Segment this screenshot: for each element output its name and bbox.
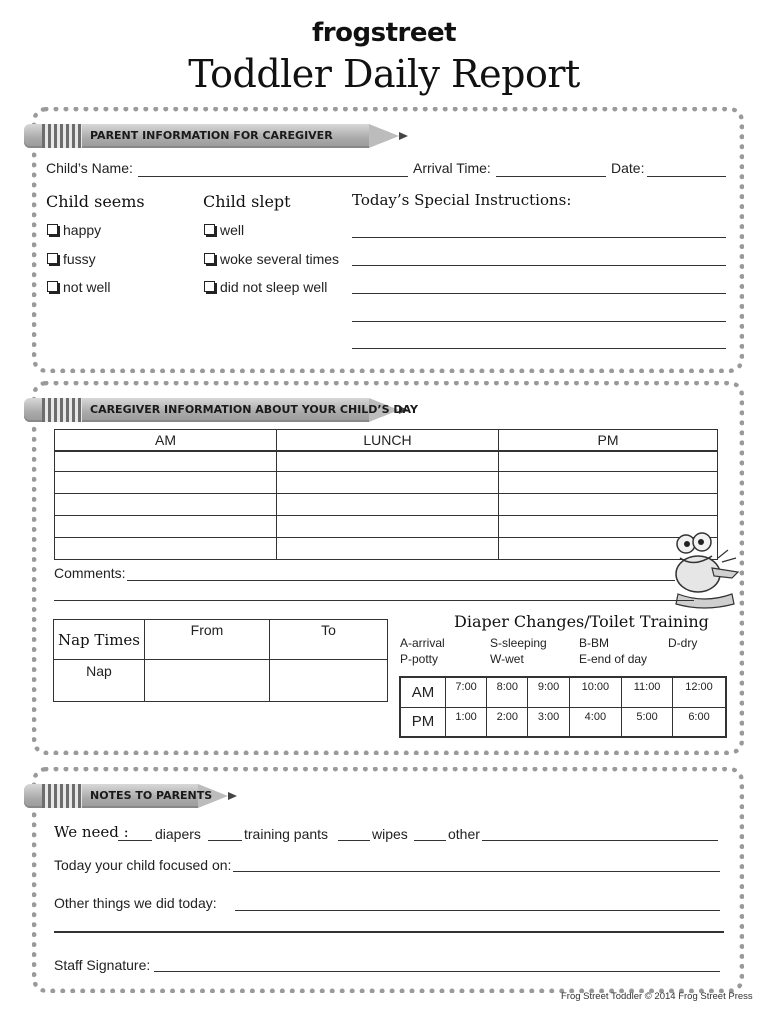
meal-cell[interactable]	[55, 451, 277, 472]
checkbox-icon[interactable]	[204, 224, 215, 235]
comments-label: Comments:	[54, 565, 126, 581]
nap-times-table	[53, 619, 388, 702]
diaper-time-cell[interactable]: 8:00	[487, 677, 528, 707]
special-instructions-line[interactable]	[352, 348, 726, 349]
meal-cell[interactable]	[277, 472, 499, 494]
special-instructions-line[interactable]	[352, 237, 726, 238]
checkbox-icon[interactable]	[47, 253, 58, 264]
arrival-time-label: Arrival Time:	[413, 160, 491, 176]
option-label: fussy	[63, 251, 96, 267]
parent-section-header	[24, 124, 409, 148]
diaper-time-cell[interactable]: 6:00	[673, 707, 726, 737]
need-item: wipes	[372, 826, 408, 842]
nap-from-header: From	[145, 620, 270, 660]
nap-from-cell[interactable]	[145, 660, 270, 702]
legend-item: D-dry	[668, 636, 698, 650]
legend-item: E-end of day	[579, 652, 648, 666]
meal-cell[interactable]	[55, 494, 277, 516]
nap-times-heading: Nap Times	[54, 620, 145, 660]
diaper-time-cell[interactable]: 3:00	[528, 707, 569, 737]
diapers-blank[interactable]	[118, 840, 152, 841]
child-slept-option[interactable]	[204, 222, 244, 238]
special-instructions-heading: Today’s Special Instructions:	[352, 191, 572, 209]
diaper-time-cell[interactable]: 7:00	[446, 677, 487, 707]
diaper-time-cell[interactable]: 12:00	[673, 677, 726, 707]
legend-item: B-BM	[579, 636, 609, 650]
diaper-table	[399, 676, 727, 738]
diaper-time-cell[interactable]: 11:00	[622, 677, 673, 707]
comments-field[interactable]	[127, 580, 675, 581]
other-blank[interactable]	[414, 840, 446, 841]
child-seems-option[interactable]	[47, 279, 110, 295]
caregiver-section-title: CAREGIVER INFORMATION ABOUT YOUR CHILD’S DAY	[90, 403, 418, 416]
focused-on-label: Today your child focused on:	[54, 857, 232, 873]
meal-cell[interactable]	[55, 538, 277, 560]
meal-cell[interactable]	[499, 472, 718, 494]
diaper-time-cell[interactable]: 4:00	[569, 707, 621, 737]
childs-name-field[interactable]	[138, 176, 408, 177]
training-pants-blank[interactable]	[208, 840, 242, 841]
checkbox-icon[interactable]	[204, 253, 215, 264]
diaper-time-cell[interactable]: 1:00	[446, 707, 487, 737]
option-label: well	[220, 222, 245, 238]
need-item: diapers	[155, 826, 201, 842]
nap-to-cell[interactable]	[270, 660, 388, 702]
date-field[interactable]	[647, 176, 726, 177]
diaper-row-label: AM	[400, 677, 446, 707]
caregiver-section-header	[24, 398, 418, 422]
wipes-blank[interactable]	[338, 840, 370, 841]
meals-table	[54, 429, 718, 560]
page-title: Toddler Daily Report	[188, 52, 580, 96]
frog-illustration	[668, 528, 746, 614]
legend-item: P-potty	[400, 652, 439, 666]
option-label: happy	[63, 222, 102, 238]
date-label: Date:	[611, 160, 645, 176]
child-slept-option[interactable]	[204, 251, 339, 267]
legend-item: S-sleeping	[490, 636, 547, 650]
meal-column-header: AM	[55, 430, 277, 451]
footer-copyright: Frog Street Toddler © 2014 Frog Street Press	[561, 991, 753, 1002]
comments-line[interactable]	[54, 600, 694, 601]
diaper-row-label: PM	[400, 707, 446, 737]
diaper-time-cell[interactable]: 2:00	[487, 707, 528, 737]
child-slept-option[interactable]	[204, 279, 327, 295]
meal-cell[interactable]	[277, 538, 499, 560]
child-seems-option[interactable]	[47, 222, 101, 238]
option-label: woke several times	[220, 251, 340, 267]
focused-on-field[interactable]	[233, 871, 720, 872]
checkbox-icon[interactable]	[47, 281, 58, 292]
staff-signature-field[interactable]	[154, 971, 720, 972]
parent-section-title: PARENT INFORMATION FOR CAREGIVER	[90, 129, 333, 142]
diaper-time-cell[interactable]: 5:00	[622, 707, 673, 737]
meal-cell[interactable]	[277, 494, 499, 516]
other-things-field[interactable]	[235, 910, 720, 911]
meal-cell[interactable]	[499, 451, 718, 472]
diaper-time-cell[interactable]: 9:00	[528, 677, 569, 707]
diaper-time-cell[interactable]: 10:00	[569, 677, 621, 707]
meal-column-header: PM	[499, 430, 718, 451]
special-instructions-line[interactable]	[352, 293, 726, 294]
diaper-heading: Diaper Changes/Toilet Training	[454, 612, 709, 631]
nap-row-label: Nap	[54, 660, 145, 702]
staff-signature-label: Staff Signature:	[54, 957, 151, 973]
special-instructions-line[interactable]	[352, 265, 726, 266]
notes-section-title: NOTES TO PARENTS	[90, 789, 213, 802]
option-label: did not sleep well	[220, 279, 328, 295]
child-slept-heading: Child slept	[203, 192, 291, 211]
notes-section-header	[24, 784, 238, 808]
arrival-time-field[interactable]	[496, 176, 606, 177]
meal-cell[interactable]	[277, 516, 499, 538]
other-things-line[interactable]	[54, 931, 724, 933]
meal-cell[interactable]	[55, 516, 277, 538]
legend-item: A-arrival	[400, 636, 445, 650]
option-label: not well	[63, 279, 111, 295]
legend-item: W-wet	[490, 652, 524, 666]
other-things-label: Other things we did today:	[54, 895, 217, 911]
we-need-label: We need :	[54, 823, 129, 841]
child-seems-option[interactable]	[47, 251, 96, 267]
meal-column-header: LUNCH	[277, 430, 499, 451]
brand-logo: frogstreet	[311, 18, 457, 48]
checkbox-icon[interactable]	[47, 224, 58, 235]
child-seems-heading: Child seems	[46, 192, 145, 211]
nap-to-header: To	[270, 620, 388, 660]
checkbox-icon[interactable]	[204, 281, 215, 292]
meal-cell[interactable]	[499, 494, 718, 516]
meal-cell[interactable]	[277, 451, 499, 472]
need-item: training pants	[244, 826, 329, 842]
other-field[interactable]	[482, 840, 718, 841]
meal-cell[interactable]	[55, 472, 277, 494]
need-item: other	[448, 826, 480, 842]
childs-name-label: Child’s Name:	[46, 160, 133, 176]
special-instructions-line[interactable]	[352, 321, 726, 322]
